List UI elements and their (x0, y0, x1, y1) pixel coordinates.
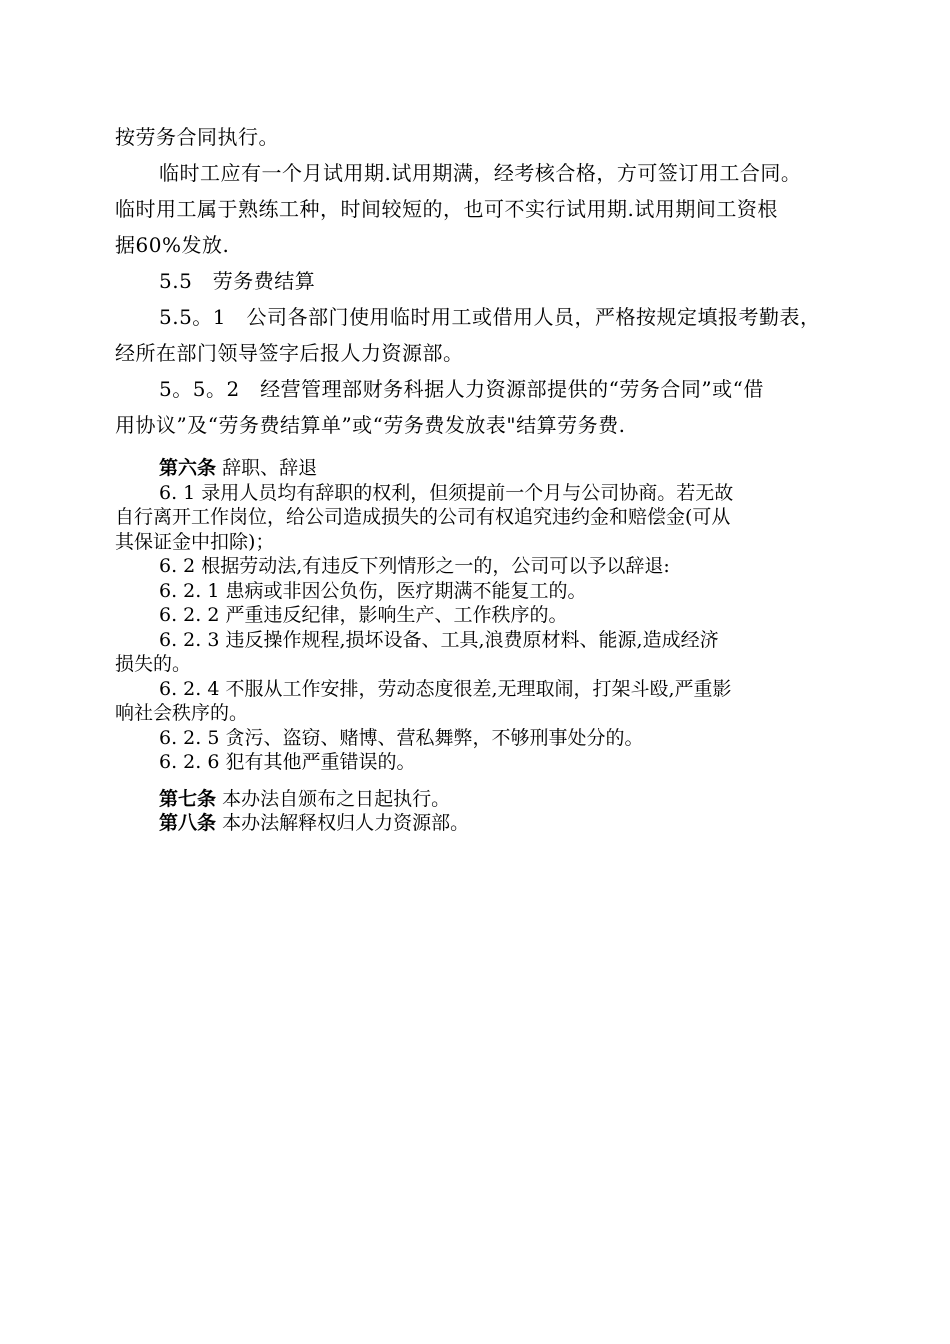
article-8-heading: 第八条 (159, 812, 217, 834)
paragraph-6-1-line-3: 其保证金中扣除)； (115, 530, 275, 553)
paragraph-5-5-1-line-1: 5.5。1 公司各部门使用临时用工或借用人员，严格按规定填报考勤表， (159, 305, 821, 329)
paragraph-contract-line: 按劳务合同执行。 (115, 125, 279, 149)
paragraph-6-1-line-2: 自行离开工作岗位，给公司造成损失的公司有权追究违约金和赔偿金(可从 (115, 506, 731, 528)
paragraph-6-2: 6. 2 根据劳动法,有违反下列情形之一的，公司可以予以辞退: (159, 555, 670, 577)
article-6-heading: 第六条 (159, 457, 217, 479)
paragraph-probation-line-2: 临时用工属于熟练工种，时间较短的，也可不实行试用期.试用期间工资根 (115, 197, 778, 221)
article-7-line (115, 787, 875, 812)
paragraph-probation-line-1: 临时工应有一个月试用期.试用期满，经考核合格，方可签订用工合同。 (159, 161, 802, 185)
paragraph-5-5-1-line-2: 经所在部门领导签字后报人力资源部。 (115, 341, 464, 365)
article-8-line (115, 811, 875, 836)
paragraph-6-2-4-line-1: 6. 2. 4 不服从工作安排，劳动态度很差,无理取闹，打架斗殴,严重影 (159, 677, 732, 700)
spacer (115, 775, 875, 787)
article-8-text: 本办法解释权归人力资源部。 (222, 812, 470, 834)
article-6-block (115, 456, 875, 836)
article-6-title: 辞职、辞退 (222, 457, 318, 479)
paragraph-6-2-3-line-2: 损失的。 (115, 653, 192, 675)
paragraph-6-2-1: 6. 2. 1 患病或非因公负伤，医疗期满不能复工的。 (159, 579, 587, 602)
paragraph-6-2-3-line-1: 6. 2. 3 违反操作规程,损坏设备、工具,浪费原材料、能源,造成经济 (159, 628, 719, 651)
article-7-heading: 第七条 (159, 787, 217, 810)
paragraph-6-2-5: 6. 2. 5 贪污、盗窃、赌博、营私舞弊，不够刑事处分的。 (159, 726, 644, 749)
paragraph-6-2-6: 6. 2. 6 犯有其他严重错误的。 (159, 751, 416, 773)
paragraph-6-1-line-1: 6. 1 录用人员均有辞职的权利，但须提前一个月与公司协商。若无故 (159, 481, 734, 504)
paragraph-5-5-2-line-2: 用协议”及“劳务费结算单”或“劳务费发放表"结算劳务费. (115, 413, 626, 437)
article-6-heading-line (115, 456, 875, 481)
subheading-5-5: 5.5 劳务费结算 (159, 269, 316, 293)
paragraph-probation-line-3: 据60%发放. (115, 233, 230, 257)
paragraph-6-2-4-line-2: 响社会秩序的。 (115, 702, 249, 724)
article-7-text: 本办法自颁布之日起执行。 (222, 787, 451, 810)
paragraph-5-5-2-line-1: 5。5。2 经营管理部财务科据人力资源部提供的“劳务合同”或“借 (159, 377, 764, 401)
paragraph-6-2-2: 6. 2. 2 严重违反纪律，影响生产、工作秩序的。 (159, 604, 568, 626)
section-5-block (115, 119, 875, 443)
